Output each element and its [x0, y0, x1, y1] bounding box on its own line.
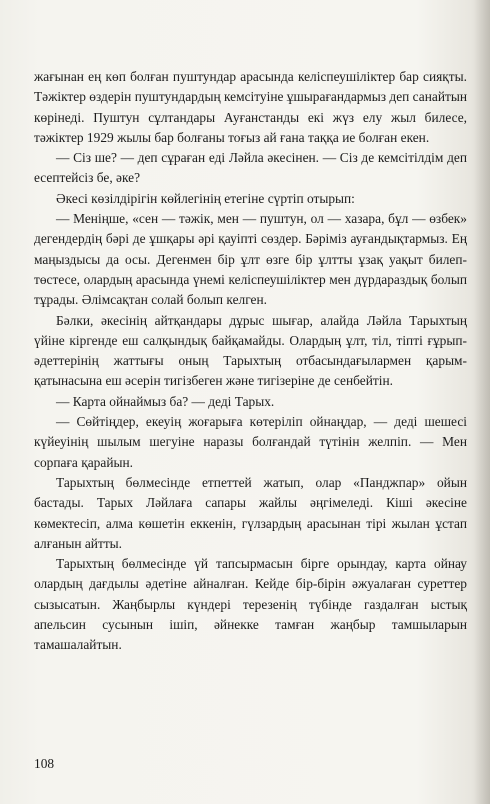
paragraph-9: Тарыхтың бөлмесінде үй тапсырмасын бірге орындау, карта ойнау олардың дағдылы әдетіне айналған. Кейде бір-бірін әжуалаған суреттер сызысатын. Жаңбырлы күндері терезенің түбінде газдалған ыстық апельсин сусынын ішіп, әйнекке тамған жаңбыр тамшыларын тамашалайтын. — [34, 556, 467, 653]
paragraph-1: жағынан ең көп болған пуштундар арасында келіспеушіліктер бар сияқты. Тәжіктер өздерін пуштундардың кемсітуіне ұшырағандармыз деп санайтын көрінеді. Пуштун сұлтандары Ауғанстанды екі жүз елу жыл билесе, тәжіктер 1929 жылы бар болғаны тоғыз ай ғана таққа ие болған екен. — [34, 69, 468, 145]
body-text — [34, 67, 467, 656]
paragraph-4: — Меніңше, «сен — тәжік, мен — пуштун, ол — хазара, бұл — өзбек» дегендердің бәрі де ұшқары әрі қауіпті сөздер. Бәріміз ауғандықтармыз. Ең маңыздысы да осы. Дегенмен бір ұлт өзге бір ұлтты ұзақ уақыт билеп-төстесе, олардың арасында үнемі келіспеушіліктер мен дүрдараздық болып тұрады. Әлімсақтан солай болып келген. — [34, 211, 467, 308]
page-number: 108 — [34, 756, 55, 771]
paragraph-3: Әкесі көзілдірігін көйлегінің етегіне сүртіп отырып: — [56, 190, 355, 206]
paragraph-6: — Карта ойнаймыз ба? — деді Тарых. — [56, 393, 275, 409]
paragraph-5: Бәлки, әкесінің айтқандары дұрыс шығар, алайда Ләйла Тарыхтың үйіне кіргенде еш салқындық байқамайды. Олардың ұлт, тіл, тіпті ғұрып-әдеттерінің жаттығы оның Тарыхтың отбасындағылармен қарым-қатынасына еш әсерін тигізбеген және тигізеріне де сенбейтін. — [34, 312, 467, 389]
page-edge-shadow — [474, 0, 490, 804]
paragraph-8: Тарыхтың бөлмесінде етпеттей жатып, олар «Панджпар» ойын бастады. Тарых Ләйлаға сапары жайлы әңгімеледі. Кіші әкесіне көмектесіп, алма көшетін еккенін, гүлзардың арасынан тірі жылан ұстап алғанын айтты. — [34, 474, 467, 551]
paragraph-7: — Сөйтіңдер, екеуің жоғарыға көтеріліп ойнаңдар, — деді шешесі күйеуінің шылым шегуіне наразы болғандай түтінін желпіп. — Мен сорпаға қарайын. — [34, 414, 467, 470]
paragraph-2: — Сіз ше? — деп сұраған еді Ләйла әкесінен. — Сіз де кемсітілдім деп есептейсіз бе, әке? — [34, 150, 467, 186]
